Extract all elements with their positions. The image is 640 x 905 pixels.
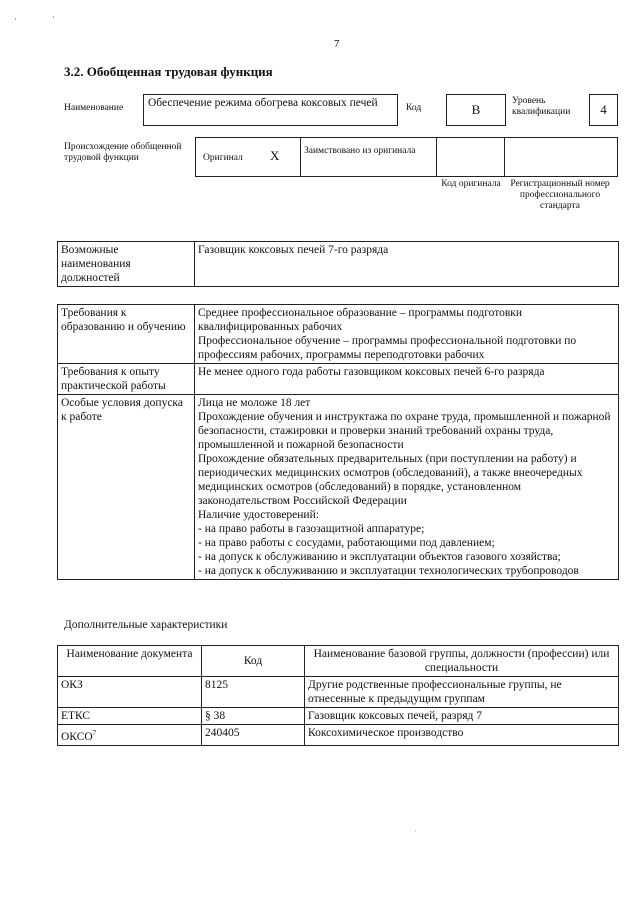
doc-name: ОКСО xyxy=(61,730,93,743)
scan-speck: · xyxy=(52,12,55,22)
requirement-line: - на право работы в газозащитной аппаратуре; xyxy=(198,523,425,535)
doc-cell: ЕТКС xyxy=(58,708,202,725)
code-cell: 8125 xyxy=(202,677,305,708)
level-label: Уровень квалификации xyxy=(512,96,571,117)
level-value: 4 xyxy=(589,94,618,126)
requirement-label: Требования к опыту практической работы xyxy=(58,364,195,395)
scan-speck: · xyxy=(414,826,417,836)
reg-number-caption: Регистрационный номер профессионального стандарта xyxy=(510,179,610,211)
requirement-line: Не менее одного года работы газовщиком коксовых печей 6-го разряда xyxy=(198,366,545,378)
requirement-line: Профессиональное обучение – программы профессиональной подготовки по профессиям рабочих, программы переподготовки рабочих xyxy=(198,335,577,361)
doc-cell: ОКЗ xyxy=(58,677,202,708)
requirement-line: - на допуск к обслуживанию и эксплуатации технологических трубопроводов xyxy=(198,565,579,577)
additional-title: Дополнительные характеристики xyxy=(64,619,228,631)
requirement-line: Прохождение обязательных предварительных (при поступлении на работу) и периодических медицинских осмотров (обследований), а также внеочередных медицинских осмотров (обследований) в порядке, установленном законодательством Российской Федерации xyxy=(198,453,583,507)
name-cell: Газовщик коксовых печей, разряд 7 xyxy=(305,708,619,725)
requirement-line: - на допуск к обслуживанию и эксплуатации объектов газового хозяйства; xyxy=(198,551,561,563)
requirement-text xyxy=(195,364,619,395)
requirement-label: Требования к образованию и обучению xyxy=(58,305,195,364)
column-header-name: Наименование базовой группы, должности (профессии) или специальности xyxy=(305,646,619,677)
requirement-row xyxy=(58,364,619,395)
scan-speck: · xyxy=(14,14,17,24)
requirement-text xyxy=(195,395,619,580)
additional-table xyxy=(57,645,619,746)
name-value: Обеспечение режима обогрева коксовых печей xyxy=(143,94,398,126)
original-mark: X xyxy=(270,148,280,163)
code-value: B xyxy=(446,94,506,126)
requirement-line: - на право работы с сосудами, работающими под давлением; xyxy=(198,537,495,549)
requirement-text xyxy=(195,305,619,364)
code-label: Код xyxy=(406,103,422,113)
requirement-line: Среднее профессиональное образование – программы подготовки квалифицированных рабочих xyxy=(198,307,523,333)
requirement-row xyxy=(58,305,619,364)
code-original-caption: Код оригинала xyxy=(441,179,501,189)
name-cell: Другие родственные профессиональные группы, не отнесенные к предыдущим группам xyxy=(305,677,619,708)
code-cell: § 38 xyxy=(202,708,305,725)
table-row xyxy=(58,708,619,725)
page-number: 7 xyxy=(334,38,340,50)
column-header-doc: Наименование документа xyxy=(58,646,202,677)
origin-label: Происхождение обобщенной трудовой функции xyxy=(64,142,182,163)
section-title: 3.2. Обобщенная трудовая функция xyxy=(64,64,273,79)
footnote-marker: 7 xyxy=(92,729,97,737)
requirement-line: Наличие удостоверений: xyxy=(198,509,319,521)
table-row xyxy=(58,725,619,746)
requirements-table xyxy=(57,304,619,580)
origin-box xyxy=(195,137,618,177)
doc-cell xyxy=(58,725,202,746)
positions-label: Возможные наименования должностей xyxy=(58,242,195,287)
requirement-line: Лица не моложе 18 лет xyxy=(198,397,311,409)
positions-table xyxy=(57,241,619,287)
borrowed-label: Заимствовано из оригинала xyxy=(304,146,416,156)
requirement-line: Прохождение обучения и инструктажа по охране труда, промышленной и пожарной безопасности, стажировки и проверки знаний требований охраны труда, промышленной и пожарной безопасности xyxy=(198,411,611,451)
requirement-row xyxy=(58,395,619,580)
name-label: Наименование xyxy=(64,103,124,113)
name-cell: Коксохимическое производство xyxy=(305,725,619,746)
code-cell: 240405 xyxy=(202,725,305,746)
table-row xyxy=(58,677,619,708)
column-header-code: Код xyxy=(202,646,305,677)
original-label: Оригинал xyxy=(203,153,243,163)
additional-header-row xyxy=(58,646,619,677)
requirement-label: Особые условия допуска к работе xyxy=(58,395,195,580)
positions-value: Газовщик коксовых печей 7-го разряда xyxy=(195,242,619,287)
